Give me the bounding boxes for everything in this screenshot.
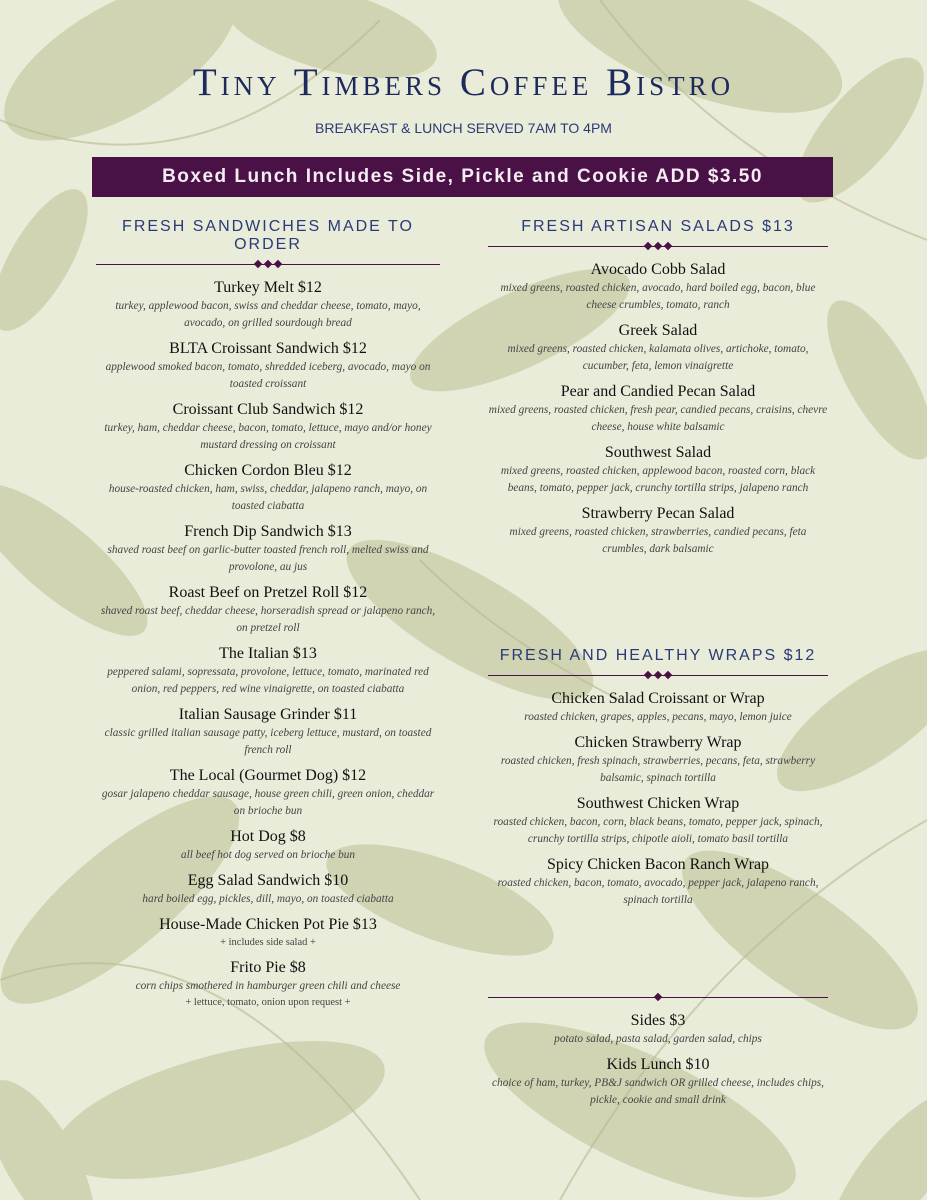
menu-item-name: Avocado Cobb Salad — [590, 261, 726, 278]
menu-item — [488, 321, 828, 375]
restaurant-title: Tiny Timbers Coffee Bistro — [192, 61, 735, 104]
menu-item-name: Frito Pie $8 — [230, 959, 306, 976]
menu-item-description: shaved roast beef, cheddar cheese, horseradish spread or jalapeno ranch, on pretzel roll — [100, 605, 436, 634]
menu-item — [96, 339, 440, 393]
salad-list — [488, 260, 828, 558]
menu-item — [96, 915, 440, 951]
extras-section — [488, 987, 828, 1116]
menu-item — [488, 504, 828, 558]
menu-item-description: classic grilled italian sausage patty, iceberg lettuce, mustard, on toasted french roll — [104, 727, 432, 756]
menu-item — [488, 733, 828, 787]
section-divider — [488, 242, 828, 252]
menu-item-description: mixed greens, roasted chicken, fresh pear, candied pecans, craisins, chevre cheese, house white balsamic — [488, 404, 828, 433]
menu-item-description: roasted chicken, grapes, apples, pecans, mayo, lemon juice — [524, 711, 792, 723]
menu-item — [96, 958, 440, 1011]
menu-item-name: Chicken Cordon Bleu $12 — [184, 462, 352, 479]
hours-subtitle: BREAKFAST & LUNCH SERVED 7AM TO 4PM — [315, 120, 612, 136]
boxed-lunch-banner — [92, 157, 833, 197]
menu-item — [488, 260, 828, 314]
menu-item-description: choice of ham, turkey, PB&J sandwich OR grilled cheese, includes chips, pickle, cookie and small drink — [492, 1077, 824, 1106]
menu-item-description: corn chips smothered in hamburger green chili and cheese — [135, 980, 401, 992]
menu-item-description: turkey, ham, cheddar cheese, bacon, tomato, lettuce, mayo and/or honey mustard dressing on croissant — [104, 422, 432, 451]
menu-item-description: shaved roast beef on garlic-butter toasted french roll, melted swiss and provolone, au jus — [107, 544, 429, 573]
menu-item-description: mixed greens, roasted chicken, strawberries, candied pecans, feta crumbles, dark balsamic — [509, 526, 807, 555]
menu-item-description: mixed greens, roasted chicken, avocado, hard boiled egg, bacon, blue cheese crumbles, tomato, ranch — [500, 282, 816, 311]
menu-item-description: gosar jalapeno cheddar sausage, house green chili, green onion, cheddar on brioche bun — [101, 788, 435, 817]
sandwiches-section — [96, 218, 440, 1018]
menu-item-name: Spicy Chicken Bacon Ranch Wrap — [546, 856, 770, 873]
menu-item — [488, 443, 828, 497]
menu-item — [96, 583, 440, 637]
menu-item — [96, 644, 440, 698]
menu-item — [488, 1011, 828, 1048]
menu-item-description: roasted chicken, bacon, corn, black beans, tomato, pepper jack, spinach, crunchy tortilla strips, chipotle aioli, tomato basil tortilla — [493, 816, 823, 845]
section-divider — [488, 993, 828, 1003]
menu-item — [96, 278, 440, 332]
section-heading: FRESH ARTISAN SALADS $13 — [521, 218, 795, 235]
menu-item-name: Turkey Melt $12 — [214, 279, 322, 296]
extras-list — [488, 1011, 828, 1109]
menu-item-note: + includes side salad + — [220, 937, 316, 948]
menu-item-name: Croissant Club Sandwich $12 — [172, 401, 364, 418]
menu-item — [96, 705, 440, 759]
menu-item — [96, 522, 440, 576]
menu-item-name: House-Made Chicken Pot Pie $13 — [159, 916, 377, 933]
menu-item — [96, 766, 440, 820]
menu-item-description: roasted chicken, fresh spinach, strawberries, pecans, feta, strawberry balsamic, spinach tortilla — [500, 755, 816, 784]
wraps-section — [488, 647, 828, 916]
banner-text: Boxed Lunch Includes Side, Pickle and Cookie ADD $3.50 — [162, 166, 763, 187]
menu-item — [488, 794, 828, 848]
section-heading: FRESH SANDWICHES MADE TO ORDER — [122, 218, 414, 253]
section-divider — [96, 260, 440, 270]
menu-item-name: BLTA Croissant Sandwich $12 — [169, 340, 367, 357]
menu-item-note: + lettuce, tomato, onion upon request + — [185, 997, 351, 1008]
menu-item — [488, 1055, 828, 1109]
menu-item-name: Roast Beef on Pretzel Roll $12 — [168, 584, 368, 601]
wrap-list — [488, 689, 828, 909]
menu-item — [488, 855, 828, 909]
menu-item-name: Strawberry Pecan Salad — [581, 505, 735, 522]
menu-item-description: mixed greens, roasted chicken, applewood bacon, roasted corn, black beans, tomato, pepper jack, crunchy tortilla strips, jalapeno ranch — [500, 465, 816, 494]
menu-item-name: Hot Dog $8 — [230, 828, 306, 845]
menu-item — [96, 461, 440, 515]
menu-item — [488, 382, 828, 436]
section-heading: FRESH AND HEALTHY WRAPS $12 — [499, 647, 817, 664]
menu-item-description: potato salad, pasta salad, garden salad, chips — [554, 1033, 762, 1045]
menu-item-name: Sides $3 — [630, 1012, 686, 1029]
menu-item-description: applewood smoked bacon, tomato, shredded iceberg, avocado, mayo on toasted croissant — [105, 361, 431, 390]
menu-item-description: mixed greens, roasted chicken, kalamata olives, artichoke, tomato, cucumber, feta, lemon vinaigrette — [507, 343, 809, 372]
menu-item-name: Chicken Strawberry Wrap — [574, 734, 742, 751]
menu-item-name: Southwest Salad — [604, 444, 712, 461]
menu-item-name: Italian Sausage Grinder $11 — [178, 706, 358, 723]
menu-item-name: Greek Salad — [618, 322, 698, 339]
menu-item-name: Kids Lunch $10 — [606, 1056, 710, 1073]
menu-item-description: house-roasted chicken, ham, swiss, cheddar, jalapeno ranch, mayo, on toasted ciabatta — [108, 483, 428, 512]
section-divider — [488, 671, 828, 681]
menu-item-name: Egg Salad Sandwich $10 — [187, 872, 349, 889]
sandwich-list — [96, 278, 440, 1011]
menu-item — [96, 400, 440, 454]
menu-item-description: all beef hot dog served on brioche bun — [180, 849, 356, 861]
menu-item-description: hard boiled egg, pickles, dill, mayo, on toasted ciabatta — [142, 893, 394, 905]
menu-item-name: Southwest Chicken Wrap — [576, 795, 740, 812]
salads-section — [488, 218, 828, 565]
menu-item — [96, 827, 440, 864]
menu-item — [488, 689, 828, 726]
menu-item-name: The Italian $13 — [219, 645, 317, 662]
menu-item-description: roasted chicken, bacon, tomato, avocado, pepper jack, jalapeno ranch, spinach tortilla — [497, 877, 819, 906]
menu-item-description: turkey, applewood bacon, swiss and cheddar cheese, tomato, mayo, avocado, on grilled sourdough bread — [115, 300, 421, 329]
menu-item-name: The Local (Gourmet Dog) $12 — [169, 767, 367, 784]
menu-item-name: French Dip Sandwich $13 — [184, 523, 352, 540]
menu-item-description: peppered salami, sopressata, provolone, lettuce, tomato, marinated red onion, red peppers, red wine vinaigrette, on toasted ciabatta — [107, 666, 429, 695]
menu-item — [96, 871, 440, 908]
menu-item-name: Chicken Salad Croissant or Wrap — [551, 690, 765, 707]
menu-item-name: Pear and Candied Pecan Salad — [560, 383, 756, 400]
